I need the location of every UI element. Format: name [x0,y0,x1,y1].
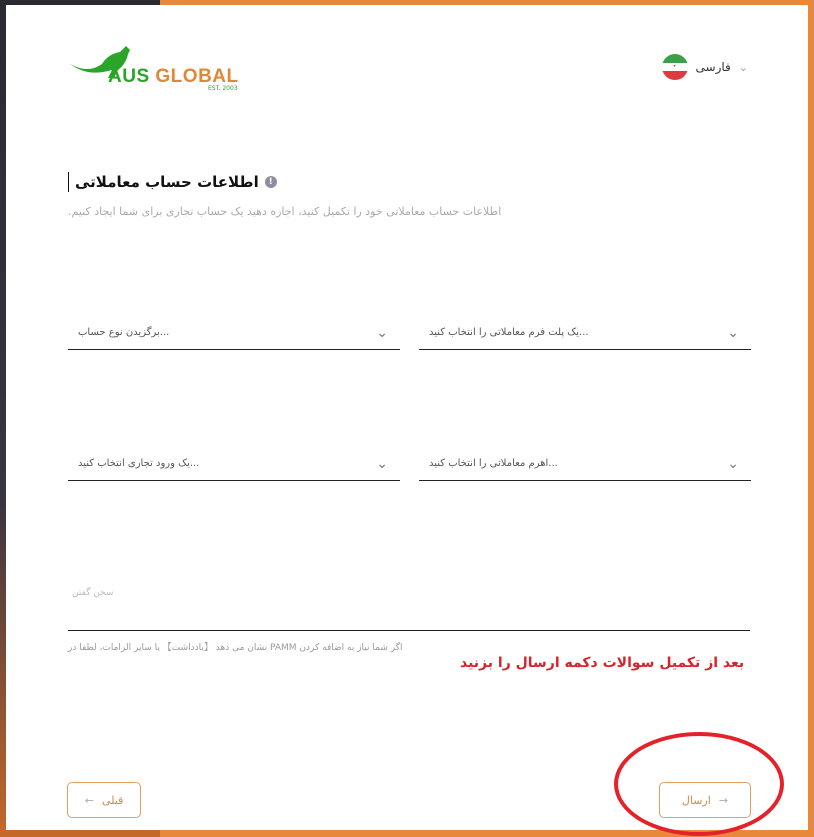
chevron-down-icon: ⌄ [376,324,388,341]
logo-aus: AUS [108,66,150,87]
aus-global-logo [68,44,243,94]
page-title [68,172,277,192]
chevron-down-icon: ⌄ [727,455,739,472]
annotation-note: بعد از تکمیل سوالات دکمه ارسال را بزنید [460,655,745,671]
language-selector[interactable] [662,54,748,80]
notes-textarea[interactable] [68,580,750,631]
back-label: قبلی [101,793,124,807]
chevron-down-icon: ⌄ [376,455,388,472]
platform-select[interactable] [419,322,751,350]
annotation-circle [614,732,784,836]
leverage-select[interactable] [419,453,751,481]
page-subtitle: اطلاعات حساب معاملاتی خود را تکمیل کنید، اجازه دهید یک حساب تجاری برای شما ایجاد کنیم. [68,205,502,218]
select-placeholder: ...یک ورود تجاری انتخاب کنید [78,458,200,469]
arrow-left-icon: ← [84,793,94,807]
chevron-down-icon: ⌄ [727,324,739,341]
chevron-down-icon: ⌄ [738,60,748,74]
arrow-right-icon: → [718,793,729,807]
notes-hint: اگر شما نیاز به اضافه کردن PAMM نشان می دهد 【یادداشت】 یا سایر الزامات، لطفا در [68,643,403,653]
textarea-placeholder: سخن گفتن [72,588,114,598]
text-cursor [68,172,69,192]
select-placeholder: ...اهرم معاملاتی را انتخاب کنید [429,458,558,469]
logo-est: EST. 2003 [208,85,238,92]
trading-entry-select[interactable] [68,453,400,481]
logo-global: GLOBAL [155,66,239,87]
language-label: فارسی [695,60,731,74]
select-placeholder: ...برگزیدن نوع حساب [78,327,170,338]
form-panel [6,5,808,830]
iran-flag-icon: • [662,54,688,80]
submit-label: ارسال [681,793,711,807]
account-type-select[interactable] [68,322,400,350]
info-icon: ! [265,176,277,188]
title-text: اطلاعات حساب معاملاتی [75,173,259,191]
select-placeholder: ...یک پلت فرم معاملاتی را انتخاب کنید [429,327,589,338]
back-button[interactable] [67,782,141,818]
